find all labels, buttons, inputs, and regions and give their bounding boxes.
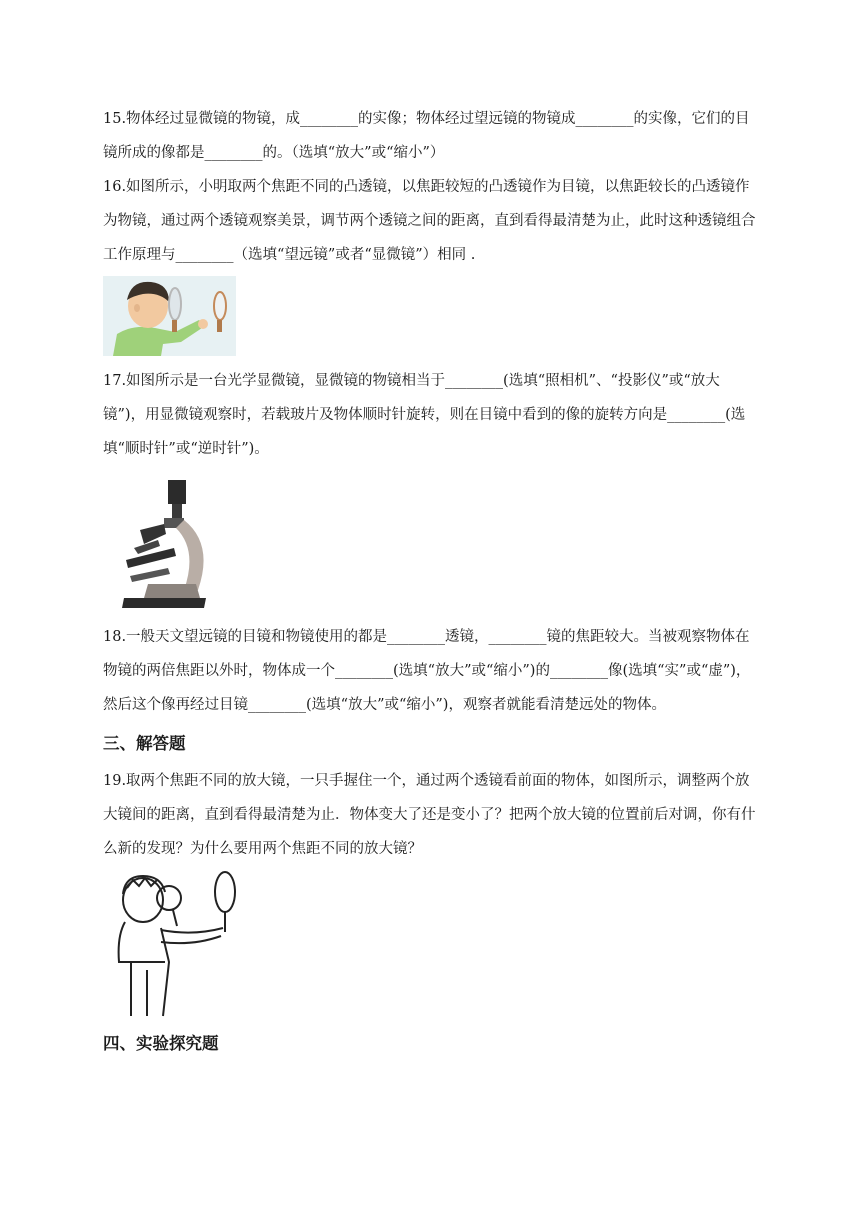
boy-holding-two-magnifiers-icon [103, 866, 241, 1020]
section-heading-answer: 三、解答题 [103, 734, 186, 753]
section-heading-experiment: 四、实验探究题 [103, 1034, 219, 1053]
question-17: 17.如图所示是一台光学显微镜，显微镜的物镜相当于________(选填“照相机”、“投影仪”或“放大镜”)，用显微镜观察时，若载玻片及物体顺时针旋转，则在目镜中看到的像的旋转方向是________(选填“顺时针”或“逆时针”)。 [103, 373, 746, 457]
optical-microscope-icon [118, 474, 210, 610]
boy-magnifiers-figure [103, 866, 241, 1020]
question-15: 15.物体经过显微镜的物镜，成________的实像；物体经过望远镜的物镜成________的实像，它们的目镜所成的像都是________的。（选填“放大”或“缩小”） [103, 111, 750, 161]
boy-lenses-figure [103, 276, 236, 356]
microscope-figure [118, 474, 210, 610]
question-18: 18.一般天文望远镜的目镜和物镜使用的都是________透镜，________镜的焦距较大。当被观察物体在物镜的两倍焦距以外时，物体成一个________(选填“放大”或“缩小”)的________像(选填“实”或“虚”)，然后这个像再经过目镜________(选填“放大”或“缩小”)，观察者就能看清楚远处的物体。 [103, 629, 751, 713]
question-19: 19.取两个焦距不同的放大镜，一只手握住一个，通过两个透镜看前面的物体，如图所示，调整两个放大镜间的距离，直到看得最清楚为止．物体变大了还是变小了？把两个放大镜的位置前后对调，你有什么新的发现？为什么要用两个焦距不同的放大镜？ [103, 773, 756, 857]
question-16: 16.如图所示，小明取两个焦距不同的凸透镜，以焦距较短的凸透镜作为目镜，以焦距较长的凸透镜作为物镜，通过两个透镜观察美景，调节两个透镜之间的距离，直到看得最清楚为止，此时这种透镜组合工作原理与________（选填“望远镜”或者“显微镜”）相同 . [103, 179, 756, 263]
boy-looking-through-two-lenses-icon [103, 276, 236, 356]
